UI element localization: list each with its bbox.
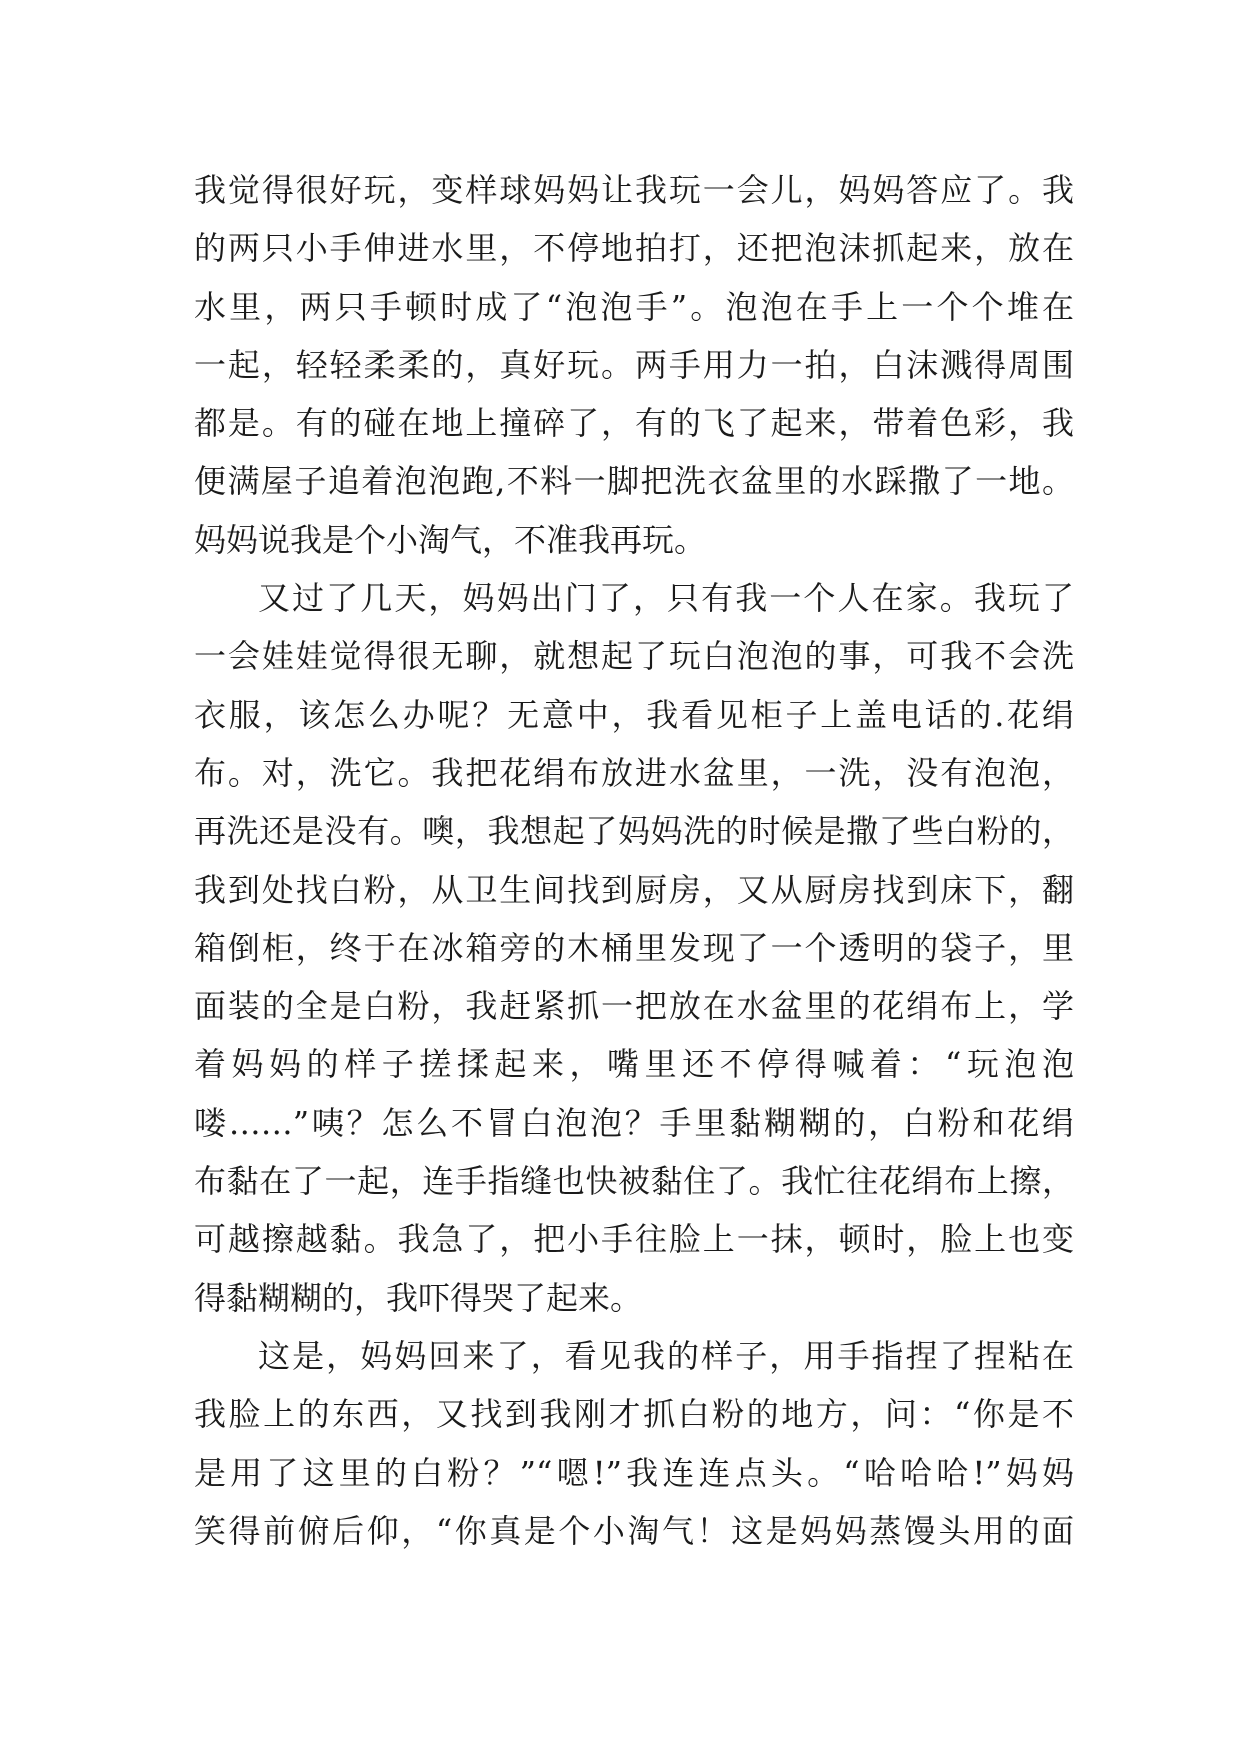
text-line: 面装的全是白粉，我赶紧抓一把放在水盆里的花绢布上，学 xyxy=(194,987,1074,1026)
text-line: 又过了几天，妈妈出门了，只有我一个人在家。我玩了 xyxy=(258,579,1074,618)
text-line: 笑得前俯后仰，“你真是个小淘气！这是妈妈蒸馒头用的面 xyxy=(194,1511,1074,1550)
text-line: 可越擦越黏。我急了，把小手往脸上一抹，顿时，脸上也变 xyxy=(194,1220,1074,1259)
text-line: 的两只小手伸进水里，不停地拍打，还把泡沫抓起来，放在 xyxy=(194,229,1074,268)
text-line: 一会娃娃觉得很无聊，就想起了玩白泡泡的事，可我不会洗 xyxy=(194,637,1074,676)
body-text xyxy=(194,161,1074,1560)
text-line: 我到处找白粉，从卫生间找到厨房，又从厨房找到床下，翻 xyxy=(194,870,1074,909)
text-line: 布。对，洗它。我把花绢布放进水盆里，一洗，没有泡泡， xyxy=(194,753,1074,792)
text-line: 再洗还是没有。噢，我想起了妈妈洗的时候是撒了些白粉的， xyxy=(194,812,1074,851)
text-line: 喽……”咦？怎么不冒白泡泡？手里黏糊糊的，白粉和花绢 xyxy=(194,1103,1074,1142)
text-line: 布黏在了一起，连手指缝也快被黏住了。我忙往花绢布上擦， xyxy=(194,1162,1074,1201)
text-line: 水里，两只手顿时成了“泡泡手”。泡泡在手上一个个堆在 xyxy=(194,287,1074,326)
text-line: 着妈妈的样子搓揉起来，嘴里还不停得喊着：“玩泡泡 xyxy=(194,1045,1074,1084)
paragraph-1 xyxy=(194,161,1074,569)
text-line: 便满屋子追着泡泡跑,不料一脚把洗衣盆里的水踩撒了一地。 xyxy=(194,462,1074,501)
text-line: 是用了这里的白粉？”“嗯!”我连连点头。“哈哈哈!”妈妈 xyxy=(194,1453,1074,1492)
text-line: 我脸上的东西，又找到我刚才抓白粉的地方，问：“你是不 xyxy=(194,1395,1074,1434)
text-line: 这是，妈妈回来了，看见我的样子，用手指捏了捏粘在 xyxy=(258,1336,1074,1375)
text-line: 得黏糊糊的，我吓得哭了起来。 xyxy=(194,1278,643,1317)
paragraph-2 xyxy=(194,569,1074,1327)
text-line: 我觉得很好玩，变样球妈妈让我玩一会儿，妈妈答应了。我 xyxy=(194,171,1074,209)
text-line: 一起，轻轻柔柔的，真好玩。两手用力一拍，白沫溅得周围 xyxy=(194,345,1074,384)
text-line: 妈妈说我是个小淘气，不准我再玩。 xyxy=(194,520,707,559)
text-line: 衣服，该怎么办呢？无意中，我看见柜子上盖电话的.花绢 xyxy=(194,695,1074,734)
text-line: 都是。有的碰在地上撞碎了，有的飞了起来，带着色彩，我 xyxy=(194,404,1074,443)
text-line: 箱倒柜，终于在冰箱旁的木桶里发现了一个透明的袋子，里 xyxy=(194,928,1074,967)
paragraph-3 xyxy=(194,1327,1074,1560)
